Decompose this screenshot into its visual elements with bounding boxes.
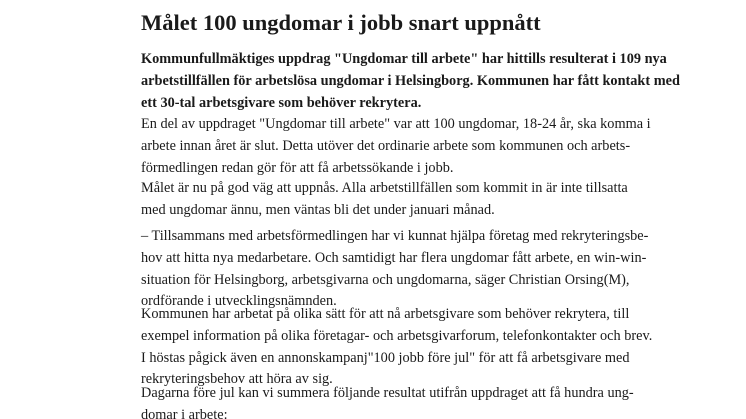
body-line: Kommunen har arbetat på olika sätt för att nå arbetsgivare som behöver rekrytera, till [141,306,630,322]
lead-line: ett 30-tal arbetsgivare som behöver rekrytera. [141,94,422,111]
body-line: En del av uppdraget "Ungdomar till arbete" var att 100 ungdomar, 18-24 år, ska komma i [141,116,651,132]
body-line: I höstas pågick även en annonskampanj"100 jobb före jul" för att få arbetsgivare med [141,349,630,366]
body-line: domar i arbete: [141,406,228,419]
body-paragraph-2 [141,178,628,222]
body-paragraph-1 [141,114,651,179]
body-line: hov att hitta nya medarbetare. Och samtidigt har flera ungdomar fått arbete, en win-win- [141,249,647,266]
body-paragraph-3 [141,226,648,313]
lead-line: Kommunfullmäktiges uppdrag "Ungdomar till arbete" har hittills resulterat i 109 nya [141,51,667,67]
body-line: Dagarna före jul kan vi summera följande resultat utifrån uppdraget att få hundra ung- [141,385,634,401]
page-title: Målet 100 ungdomar i jobb snart uppnått [141,10,541,35]
body-paragraph-4 [141,304,652,391]
body-line: exempel information på olika företagar- och arbetsgivarforum, telefonkontakter och brev. [141,327,653,344]
body-line: situation för Helsingborg, arbetsgivarna och ungdomarna, säger Christian Orsing(M), [141,271,630,288]
body-line: arbete innan året är slut. Detta utöver det ordinarie arbete som kommunen och arbets- [141,137,631,154]
body-paragraph-5 [141,383,634,419]
lead-paragraph [141,49,680,114]
body-line: med ungdomar ännu, men väntas bli det under januari månad. [141,201,495,218]
lead-line: arbetstillfällen för arbetslösa ungdomar i Helsingborg. Kommunen har fått kontakt med [141,72,680,89]
body-line: rekryteringsbehov att höra av sig. [141,371,333,388]
body-line: ordförande i utvecklingsnämnden. [141,293,337,310]
body-line: Målet är nu på god väg att uppnås. Alla arbetstillfällen som kommit in är inte tillsatta [141,180,628,196]
body-line: förmedlingen redan gör för att få arbetssökande i jobb. [141,159,454,176]
body-line: – Tillsammans med arbetsförmedlingen har vi kunnat hjälpa företag med rekryteringsbe- [141,228,649,244]
